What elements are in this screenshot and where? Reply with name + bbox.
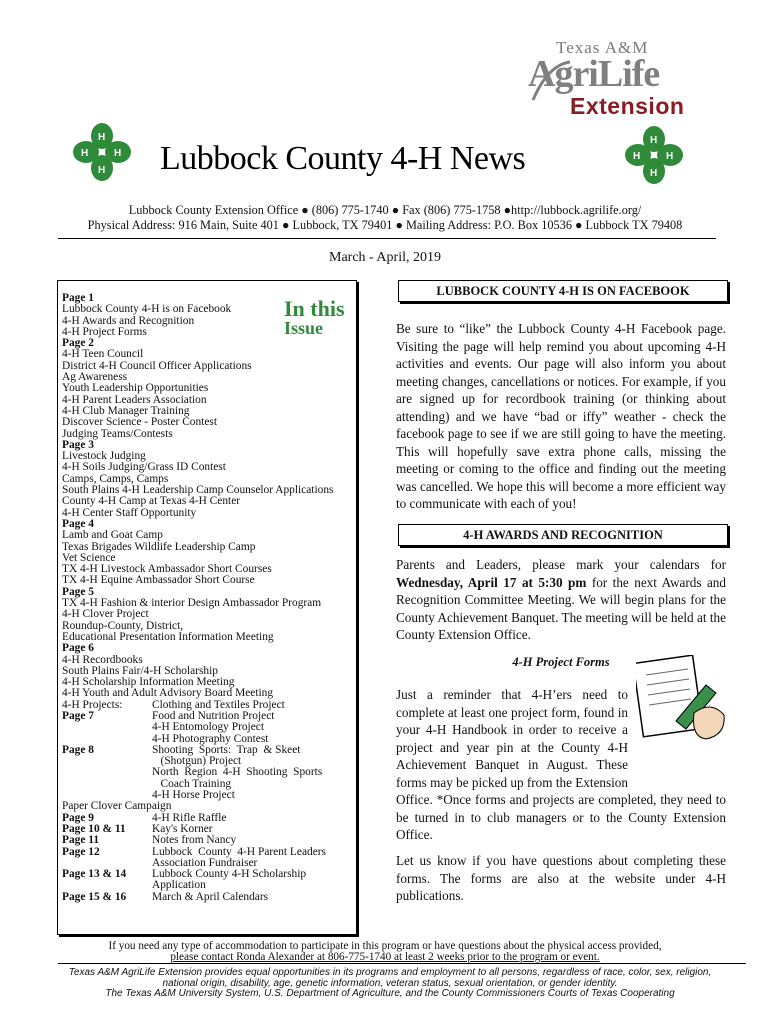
disclaimer-line-2: The Texas A&M University System, U.S. Department of Agriculture, and the County Commissioners Courts of Texas Cooperating <box>105 988 675 999</box>
toc-entry: 4-H Recordbooks <box>62 653 143 666</box>
toc-page-heading: Page 4 <box>62 517 94 530</box>
toc-page-label: Page 11 <box>62 834 100 847</box>
accommodation-notice <box>0 941 770 963</box>
toc-entry: Livestock Judging <box>62 450 146 463</box>
toc-entry-text: Shooting Sports: Trap & Skeet <box>152 743 301 756</box>
facebook-section-header: LUBBOCK COUNTY 4-H IS ON FACEBOOK <box>398 280 728 302</box>
toc-entry-text: March & April Calendars <box>152 890 269 903</box>
toc-entry-text: Lubbock County 4-H Scholarship <box>152 868 307 881</box>
logo-agrilife: AgriLife <box>528 53 660 95</box>
contact-line-2: Physical Address: 916 Main, Suite 401 ● Lubbock, TX 79401 ● Mailing Address: P.O. Box 10536 ● Lubbock TX 79408 <box>87 218 683 232</box>
toc-entry: Texas Brigades Wildlife Leadership Camp <box>62 540 256 553</box>
toc-entry: 4-H Soils Judging/Grass ID Contest <box>62 461 226 474</box>
contact-line-1: Lubbock County Extension Office ● (806) 775-1740 ● Fax (806) 775-1758 ●http://lubbock.agrilife.org/ <box>128 203 642 217</box>
toc-page-heading: Page 6 <box>62 642 94 655</box>
toc-entry: County 4-H Camp at Texas 4-H Center <box>62 495 241 508</box>
toc-page-label: Page 13 & 14 <box>62 868 127 881</box>
newsletter-title: Lubbock County 4-H News <box>160 140 526 177</box>
equal-opportunity-disclaimer <box>50 968 730 1000</box>
svg-text:H: H <box>81 148 89 159</box>
svg-text:H: H <box>666 151 674 162</box>
toc-entry-text: Clothing and Textiles Project <box>152 698 285 711</box>
toc-entry: Lubbock County 4-H is on Facebook <box>62 303 232 316</box>
project-forms-title: 4-H Project Forms <box>512 655 610 669</box>
toc-entry: 4-H Project Forms <box>62 325 147 338</box>
toc-entry-text: (Shotgun) Project <box>152 755 242 768</box>
toc-entry: 4-H Clover Project <box>62 608 149 621</box>
header-divider <box>58 238 716 239</box>
project-forms-paragraph-2: Let us know if you have questions about completing these forms. The forms are also at the website under 4-H publications. <box>396 853 726 903</box>
table-of-contents <box>57 280 357 935</box>
toc-entry: 4-H Awards and Recognition <box>62 314 195 327</box>
toc-entry: 4-H Parent Leaders Association <box>62 393 207 406</box>
toc-entry: Vet Science <box>62 551 116 564</box>
toc-entry: TX 4-H Equine Ambassador Short Course <box>62 574 255 587</box>
svg-text:H: H <box>98 165 106 176</box>
toc-entry-text: Association Fundraiser <box>152 856 258 869</box>
toc-entry-text: Lubbock County 4-H Parent Leaders <box>152 845 326 858</box>
4h-clover-icon <box>72 122 132 182</box>
toc-entry: Discover Science - Poster Contest <box>62 416 218 429</box>
toc-entry: South Plains 4-H Leadership Camp Counselor Applications <box>62 484 334 497</box>
toc-entry-text: 4-H Entomology Project <box>152 721 264 734</box>
toc-page-label <box>62 722 152 733</box>
toc-entry: Camps, Camps, Camps <box>62 472 169 485</box>
accommodation-line-1: If you need any type of accommodation to participate in this program or have questions about the physical access provided, <box>108 940 662 952</box>
toc-page-label: Page 10 & 11 <box>62 822 126 835</box>
toc-page-label: Page 15 & 16 <box>62 890 127 903</box>
toc-entry-text: Coach Training <box>152 777 232 790</box>
agrilife-swoosh-icon <box>528 60 573 105</box>
toc-entry: 4-H Youth and Adult Advisory Board Meeting <box>62 687 274 700</box>
svg-text:H: H <box>98 132 106 143</box>
toc-entry: Lamb and Goat Camp <box>62 529 163 542</box>
toc-page-heading: Page 5 <box>62 585 94 598</box>
toc-entry-text: 4-H Horse Project <box>152 789 235 802</box>
toc-entry: Roundup-County, District, <box>62 619 184 632</box>
toc-entry: 4-H Teen Council <box>62 348 144 361</box>
awards-section-header: 4-H AWARDS AND RECOGNITION <box>398 524 728 546</box>
facebook-paragraph: Be sure to “like” the Lubbock County 4-H Facebook page. Visiting the page will help remind you about upcoming 4-H activities and events. Our page will also inform you about meeting changes, cancellations or notices. For example, if you are signed up for recordbook training (or thinking about attending) and we have “bad or iffy” weather - check the facebook page to see if we are still going to have the meeting. This will hopefully save extra phone calls, missing the meeting or coming to the office and finding out the meeting was cancelled. We hope this will become a more efficient way to communicate with each of you! <box>396 321 726 511</box>
in-this-issue-badge <box>284 296 348 338</box>
toc-page-label: Page 12 <box>62 845 100 858</box>
toc-page-label: Page 7 <box>62 709 94 722</box>
footer-divider <box>58 963 746 964</box>
issue-label: Issue <box>284 318 324 338</box>
toc-page-label: Page 9 <box>62 811 94 824</box>
awards-text-pre: Parents and Leaders, please mark your calendars for <box>396 557 726 572</box>
toc-page-label: 4-H Projects: <box>62 698 123 711</box>
4h-clover-icon <box>624 125 684 185</box>
toc-page-label: Page 8 <box>62 743 94 756</box>
toc-entry: 4-H Scholarship Information Meeting <box>62 676 235 689</box>
toc-entry-text: Kay's Korner <box>152 822 213 835</box>
toc-entry-text: Food and Nutrition Project <box>152 709 275 722</box>
toc-entry: South Plains Fair/4-H Scholarship <box>62 664 218 677</box>
disclaimer-line-1: Texas A&M AgriLife Extension provides equal opportunities in its programs and employment to all persons, regardless of race, color, sex, religion, national origin, disability, age, genetic information, veteran status, sexual orientation, or gender identity. <box>68 967 712 989</box>
toc-entry-text: 4-H Photography Contest <box>152 732 269 745</box>
svg-text:H: H <box>650 135 658 146</box>
toc-page-label <box>62 756 152 767</box>
toc-page-label <box>62 779 152 790</box>
toc-page-label <box>62 767 152 778</box>
toc-entry: TX 4-H Fashion & interior Design Ambassador Program <box>62 597 322 610</box>
toc-entry: Paper Clover Campaign <box>62 800 172 813</box>
toc-entry-text: North Region 4-H Shooting Sports <box>152 766 323 779</box>
awards-paragraph <box>396 556 726 644</box>
toc-entry: Judging Teams/Contests <box>62 427 173 440</box>
toc-entry: TX 4-H Livestock Ambassador Short Courses <box>62 563 272 576</box>
toc-entry-text: Application <box>152 879 206 892</box>
toc-entry <box>62 722 352 733</box>
issue-date: March - April, 2019 <box>329 250 441 265</box>
logo-texas-am: Texas A&M <box>556 38 649 57</box>
toc-entry: Youth Leadership Opportunities <box>62 382 209 395</box>
project-forms-body: Just a reminder that 4-H’ers need to complete at least one project form, found in your 4-H Handbook in order to receive a project and year pin at the County 4-H Achievement Banquet in August. These forms may be picked up from the Extension Office. *Once forms and projects are completed, they need to be turned in to club managers or to the County Extension Office. <box>396 687 726 842</box>
svg-text:H: H <box>114 148 122 159</box>
toc-entry <box>62 869 352 880</box>
awards-meeting-date: Wednesday, April 17 at 5:30 pm <box>396 574 587 590</box>
toc-page-heading: Page 3 <box>62 438 94 451</box>
awards-text-post: for the next Awards and Recognition Committee Meeting. We will begin plans for the County Achievement Banquet. The meeting will be held at the County Extension Office. <box>396 574 726 642</box>
toc-entry: Educational Presentation Information Meeting <box>62 630 274 643</box>
in-this-label: In this <box>284 296 345 321</box>
toc-entry <box>62 835 352 846</box>
svg-text:H: H <box>650 168 658 179</box>
accommodation-line-2: please contact Ronda Alexander at 806-775-1740 at least 2 weeks prior to the program or event. <box>170 951 600 963</box>
toc-page-heading: Page 1 <box>62 292 94 304</box>
toc-entry <box>62 892 352 903</box>
project-forms-paragraph-1 <box>396 686 726 844</box>
toc-page-heading: Page 2 <box>62 337 94 350</box>
toc-entry: 4-H Center Staff Opportunity <box>62 506 197 519</box>
toc-entry-text: 4-H Rifle Raffle <box>152 811 227 824</box>
toc-list <box>62 293 352 903</box>
toc-entry: District 4-H Council Officer Applications <box>62 359 252 372</box>
toc-entry: 4-H Club Manager Training <box>62 404 190 417</box>
svg-text:H: H <box>633 151 641 162</box>
toc-entry: Ag Awareness <box>62 371 128 384</box>
toc-entry-text: Notes from Nancy <box>152 834 237 847</box>
logo-extension: Extension <box>570 93 685 119</box>
